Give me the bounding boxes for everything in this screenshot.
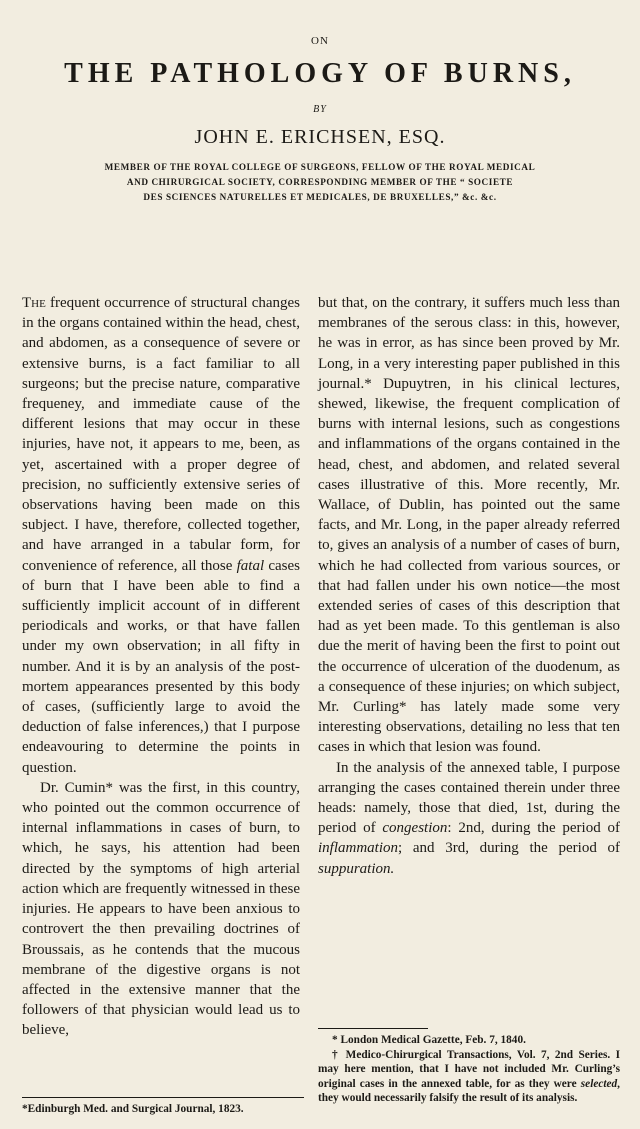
right-column [318,293,620,879]
footnotes-right [318,1033,620,1106]
affiliation-line-3: DES SCIENCES NATURELLES ET MEDICALES, DE BRUXELLES,” &c. &c. [143,192,497,202]
on-caption: ON [311,35,329,47]
emphasis-inflammation: inflammation [318,840,399,857]
left-column [22,293,300,1041]
footnote-left: *Edinburgh Med. and Surgical Journal, 1823. [22,1103,244,1115]
author-name: JOHN E. ERICHSEN, ESQ. [194,126,446,148]
affiliation-line-2: AND CHIRURGICAL SOCIETY, CORRESPONDING MEMBER OF THE “ SOCIETE [126,177,514,187]
article-title: THE PATHOLOGY OF BURNS, [64,58,576,89]
paragraph-2: Dr. Cumin* was the first, in this country, who pointed out the common occurrence of internal inflammations in cases of burn, to which, he says, his attention had been directed by the symptoms of high arterial action which are frequently witnessed in these injuries. He appears to have been anxious to controvert the then prevailing doctrines of Broussais, as he contends that the mucous membrane of the digestive organs is not affected in the extensive manner that the followers of that physician would lead us to believe, [22,779,300,1039]
emphasis-suppuration: suppuration. [318,860,395,877]
emphasis-fatal: fatal [236,557,265,574]
footnote-right-2: † Medico-Chirurgical Transactions, Vol. 7, 2nd Series. I may here mention, that I have not included Mr. Curling’s original cases in the annexed table, for as they were selected, they would necessarily falsify the result of its analysis. [318,1048,620,1105]
emphasis-selected: selected [580,1077,618,1090]
paragraph-4: In the analysis of the annexed table, I purpose arranging the cases contained therein under three heads: namely, those that died, 1st, during the period of congestion: 2nd, during the period of inflammation; and 3rd, during the period of suppuration. [318,759,620,877]
affiliation-line-1: MEMBER OF THE ROYAL COLLEGE OF SURGEONS, FELLOW OF THE ROYAL MEDICAL [104,162,536,172]
paragraph-1: The frequent occurrence of structural changes in the organs contained within the head, chest, and abdomen, as a consequence of severe or extensive burns, is a fact familiar to all surgeons; but the precise nature, comparative frequeney, and immediate cause of the different lesions that may occur in these injuries, have not, it appears to me, been, as yet, ascertained with a proper degree of precision, no sufficiently extensive series of observations having been made on this subject. I have, therefore, collected together, and have arranged in a tabular form, for convenience of reference, all those fatal cases of burn that I have been able to find a sufficiently implicit account of in different periodicals and works, or that have fallen under my own observation; in all fifty in number. And it is by an analysis of the post-mortem appearances presented by this body of cases, (sufficiently large to avoid the deduction of false inferences,) that I purpose endeavouring to determine the points in question. [22,295,300,776]
by-caption: BY [313,104,327,115]
emphasis-congestion: congestion [382,820,448,837]
footnote-right-1: * London Medical Gazette, Feb. 7, 1840. [332,1034,526,1046]
author-affiliation [30,160,610,205]
paragraph-3: but that, on the contrary, it suffers much less than membranes of the serous class: in this, however, he was in error, as has since been proved by Mr. Long, in a very interesting paper published in this journal.* Dupuytren, in his clinical lectures, shewed, likewise, the frequent complication of burns with internal lesions, such as congestions and inflammations of the organs contained in the head, chest, and abdomen, and related several cases illustrative of this. More recently, Mr. Wallace, of Dublin, has pointed out the same facts, and Mr. Long, in the paper already referred to, gives an analysis of a number of cases of burn, which he had collected from various sources, or that had fallen under his own notice—the most extended series of cases of this description that had as yet been made. To this gentleman is also due the merit of having been the first to point out the occurrence of ulceration of the duodenum, as a consequence of these injuries; on which subject, Mr. Curling* has lately made some very interesting observations, detailing no less that ten cases in which that lesion was found. [318,295,620,756]
footnote-rule-left [22,1097,304,1098]
footnote-rule-right [318,1028,428,1029]
opening-word: The [22,295,46,311]
